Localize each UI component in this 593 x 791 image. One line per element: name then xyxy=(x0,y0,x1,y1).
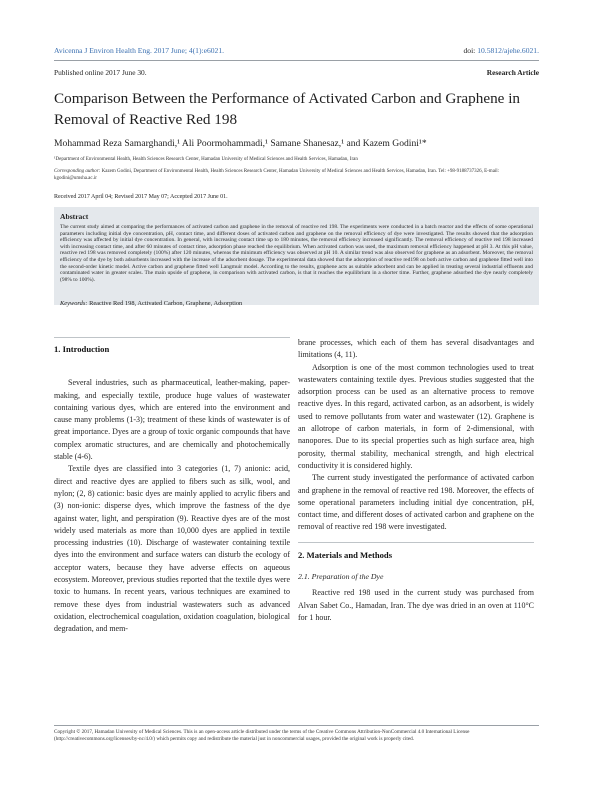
section-heading-introduction: 1. Introduction xyxy=(54,344,110,354)
publication-line xyxy=(54,68,539,77)
section-divider xyxy=(298,542,534,543)
running-header xyxy=(54,46,539,55)
affiliation: ¹Department of Environmental Health, Health Sciences Research Center, Hamadan University of Medical Sciences and Health Services, Hamadan, Iran xyxy=(54,157,358,162)
intro-paragraph-3: brane processes, which each of them has several disadvantages and limitations (4, 11). xyxy=(298,338,534,360)
subsection-heading: 2.1. Preparation of the Dye xyxy=(298,572,384,582)
left-column xyxy=(54,337,290,636)
abstract-text: The current study aimed at comparing the performances of activated carbon and graphene in the removal of reactive red 198. The experiments were conducted in a batch reactor and the effects of some operational parameters including initial dye concentration, pH, contact time, and different doses of activated carbon and graphene on the removal efficiency of dye were investigated. The results showed that the adsorption efficiency was affected by initial dye concentration. In general, with increasing contact time up to 180 minutes, the removal efficiency increased significantly. The removal efficiency of reactive red 198 increased with increasing contact time, and after 60 minutes of contact time, adsorption phase reached the equilibrium. When activated carbon was used, the maximum removal efficiency happened at pH 3. At this pH value, reactive red 198 was removed completely (100%) after 120 minutes, whereas the minimum efficiency was observed at pH 10. A similar trend was also observed for graphene as an adsorbent. Moreover, the removal efficiency of the dye by both adsorbents increased with the increase of the adsorbent dosage. The experimental data showed that the adsorption of reactive red198 on both active carbon and graphene fitted well into the second-order kinetic model. Active carbon and graphene fitted well Langmuir model. According to the results, graphene acts as suitable adsorbent and can be applied in treating several industrial effluents and contaminated water in greater scales. The main upside of graphene, in comparison with activated carbon, is that it reaches the equilibrium in a shorter time. Further, graphene adsorbed the dye nearly completely (98% to 100%). xyxy=(60,224,533,283)
corresponding-author xyxy=(54,168,539,182)
journal-citation-link[interactable]: Avicenna J Environ Health Eng. 2017 June; 4(1):e6021. xyxy=(54,46,225,55)
article-type: Research Article xyxy=(486,68,539,77)
right-column xyxy=(298,337,534,624)
copyright-footer: Copyright © 2017, Hamadan University of Medical Sciences. This is an open-access article distributed under the terms of the Creative Commons Attribution-NonCommercial 4.0 International License (http://creativecommons.org/licenses/by-nc/4.0/) which permits copy and redistribute the material just in noncommercial usages, provided the original work is properly cited. xyxy=(54,729,470,742)
abstract-box xyxy=(54,207,539,305)
section-divider xyxy=(54,337,290,338)
section-heading-methods: 2. Materials and Methods xyxy=(298,549,393,560)
header-divider xyxy=(54,60,539,61)
intro-paragraph-5: The current study investigated the performance of activated carbon and graphene in the removal of reactive red 198. Moreover, the effects of some operational parameters including initial dye concentration, pH, contact time, and different doses of activated carbon and graphene on the removal of reactive red 198 were investigated. xyxy=(298,473,534,532)
keywords-text: Reactive Red 198, Activated Carbon, Graphene, Adsorption xyxy=(89,300,243,307)
corresponding-label: Corresponding author: xyxy=(54,169,101,174)
keywords-label: Keywords: xyxy=(60,300,88,307)
footer-divider xyxy=(54,725,539,726)
doi-label: doi: xyxy=(463,46,476,55)
methods-paragraph-1: Reactive red 198 used in the current study was purchased from Alvan Sabet Co., Hamadan, Iran. The dye was dried in an oven at 110°C for 1 hour. xyxy=(298,588,534,622)
doi xyxy=(463,46,539,55)
corresponding-text: Kazem Godini, Department of Environmental Health, Health Sciences Research Center, Hamadan University of Medical Sciences and Health Services, Hamadan, Iran. Tel: +98-9188737326, E-mail: kgodini@umsha.ac.ir xyxy=(54,169,500,181)
keywords xyxy=(60,300,242,307)
published-date: Published online 2017 June 30. xyxy=(54,68,147,77)
author-list: Mohammad Reza Samarghandi,¹ Ali Poormohammadi,¹ Samane Shanesaz,¹ and Kazem Godini¹* xyxy=(54,138,427,149)
article-title: Comparison Between the Performance of Activated Carbon and Graphene in Removal of Reactive Red 198 xyxy=(54,90,521,128)
intro-paragraph-1: Several industries, such as pharmaceutical, leather-making, paper-making, and especially textile, produce huge values of wastewater containing various dyes, which are entered into the environment and cause many problems (1-3); treatment of these kinds of wastewater is of great importance. Dyes are a group of toxic organic compounds that have complex aromatic structures, and are chemically and photochemically stable (4-6). xyxy=(54,378,290,462)
received-dates: Received 2017 April 04; Revised 2017 May 07; Accepted 2017 June 01. xyxy=(54,194,228,200)
doi-link[interactable]: 10.5812/ajehe.6021. xyxy=(477,46,539,55)
intro-paragraph-2: Textile dyes are classified into 3 categories (1, 7) anionic: acid, direct and reactive dyes are applied to fibers such as silk, wool, and nylon; (2, 8) cationic: basic dyes are mainly applied to acrylic fibers and (3) non-ionic: disperse dyes, which improve the fastness of the dye against water, light, and perspiration (9). Reactive dyes are of the most widely used materials as more than 10,000 dyes are applied in textile processing industries (10). Discharge of wastewater containing textile dyes into the environment and surface waters can disturb the ecology of acceptor waters, because they have adverse effects on aqueous ecosystem. Moreover, previous studies reported that the textile dyes were toxic to humans. In recent years, various techniques are examined to remove these dyes from industrial wastewaters such as advanced oxidation, electrochemical coagulation, oxidation coagulation, biological degradation, and mem- xyxy=(54,464,290,634)
intro-paragraph-4: Adsorption is one of the most common technologies used to treat wastewaters containing textile dyes. Previous studies suggested that the adsorption process can be used as an alternative process to remove reactive dyes. In this regard, activated carbon, as an adsorbent, is widely used to remove pollutants from water and wastewater (12). Graphene is an allotrope of carbon materials, in form of 2-dimensional, with nanopores. Due to its special properties such as high surface area, high porosity, thermal stability, mechanical strength, and high electrical conductivity it is considered highly. xyxy=(298,362,534,470)
abstract-heading: Abstract xyxy=(60,212,89,221)
